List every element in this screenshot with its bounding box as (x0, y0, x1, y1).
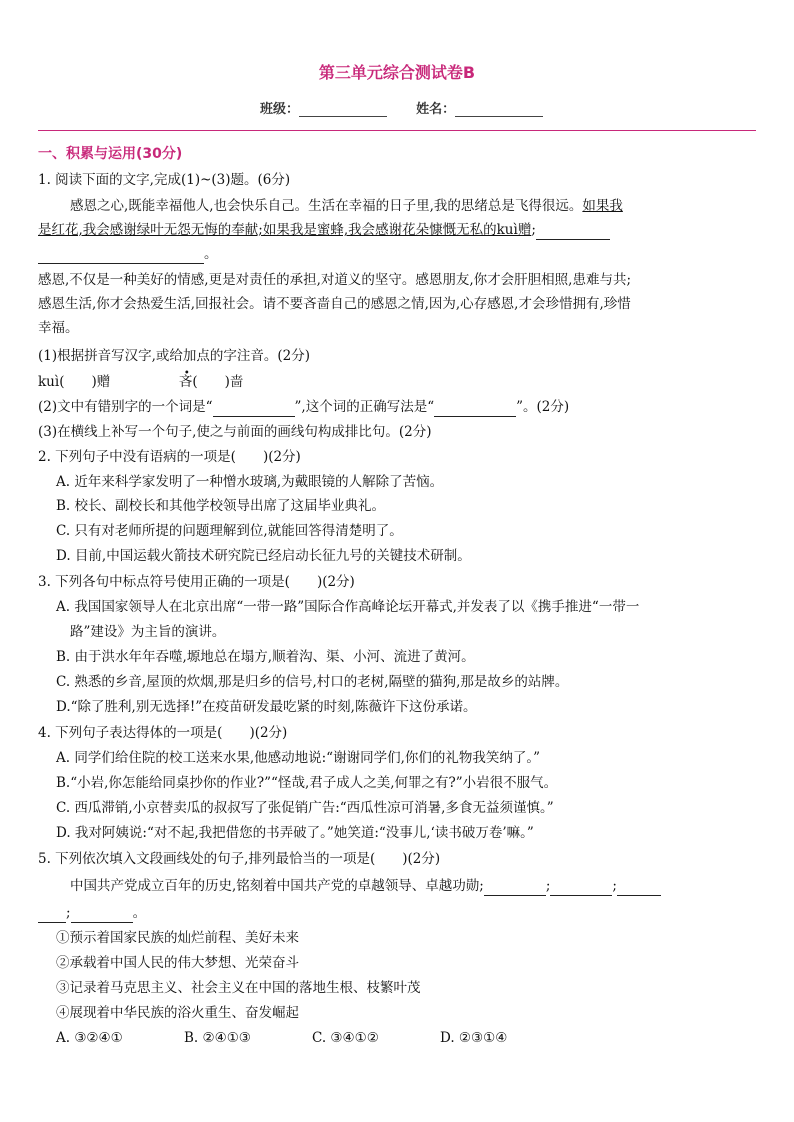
q5-punct: 。 (132, 905, 147, 921)
q5-blank-2[interactable] (550, 881, 612, 896)
q3-option-b[interactable]: B. 由于洪水年年吞噬,塬地总在塌方,顺着沟、渠、小河、流进了黄河。 (56, 649, 475, 665)
q1-sub1: (1)根据拼音写汉字,或给加点的字注音。(2分) (38, 348, 311, 364)
q5-item-1: ①预示着国家民族的灿烂前程、美好未来 (56, 930, 299, 946)
q1-passage-line6: 幸福。 (38, 320, 79, 336)
student-info (260, 98, 543, 117)
q5-choices (56, 1028, 507, 1048)
q1-sub2 (38, 397, 569, 417)
q1-punct: ; (531, 222, 536, 238)
q5-choice-a[interactable]: A. ③②④① (56, 1030, 123, 1046)
q5-item-2: ②承载着中国人民的伟大梦想、光荣奋斗 (56, 955, 299, 971)
name-label: 姓名： (416, 102, 456, 117)
header-divider (38, 130, 756, 131)
q1-passage-line5: 感恩生活,你才会热爱生活,回报社会。请不要吝啬自己的感恩之情,因为,心存感恩,才会珍惜拥有,珍惜 (38, 296, 631, 312)
q5-punct: ; (612, 878, 617, 894)
q1-sub1-item-a[interactable]: kuì( )赠 (38, 374, 111, 390)
q5-choice-d[interactable]: D. ②③①④ (440, 1030, 508, 1046)
q1-passage-line1 (70, 196, 623, 216)
q1-underlined-text: 是红花,我会感谢绿叶无怨无悔的奉献;如果我是蜜蜂,我会感谢花朵慷慨无私的kuì赠 (38, 222, 532, 238)
q2-option-b[interactable]: B. 校长、副校长和其他学校领导出席了这届毕业典礼。 (56, 498, 386, 514)
q3-option-d[interactable]: D.“除了胜利,别无选择!”在疫苗研发最吃紧的时刻,陈薇许下这份承诺。 (56, 699, 477, 715)
class-blank[interactable] (299, 104, 387, 117)
q4-option-d[interactable]: D. 我对阿姨说:“对不起,我把借您的书弄破了。”她笑道:“没事儿,‘读书破万卷’嘛。” (56, 825, 534, 841)
q1-fill-blank[interactable] (38, 249, 204, 264)
q1-sub2-blank-1[interactable] (213, 402, 295, 417)
q1-sub2-text: (2)文中有错别字的一个词是“ (38, 399, 213, 415)
q5-blank-4[interactable] (71, 908, 133, 923)
q5-passage: 中国共产党成立百年的历史,铭刻着中国共产党的卓越领导、卓越功勋; (70, 878, 484, 894)
q4-stem: 4. 下列句子表达得体的一项是( )(2分) (38, 725, 288, 741)
q5-item-4: ④展现着中华民族的浴火重生、奋发崛起 (56, 1005, 299, 1021)
q5-passage-line1 (70, 876, 661, 896)
q1-passage-text: 感恩之心,既能幸福他人,也会快乐自己。生活在幸福的日子里,我的思绪总是飞得很远。 (70, 198, 583, 214)
q5-choice-b[interactable]: B. ②④①③ (184, 1030, 251, 1046)
q1-sub1-items (38, 372, 243, 392)
q1-sub1-item-b[interactable]: ( )啬 (192, 374, 244, 390)
q1-sub3: (3)在横线上补写一个句子,使之与前面的画线句构成排比句。(2分) (38, 424, 432, 440)
q5-punct: ; (545, 878, 551, 894)
name-blank[interactable] (455, 104, 543, 117)
section-heading: 一、积累与运用(30分) (38, 146, 183, 162)
q3-option-c[interactable]: C. 熟悉的乡音,屋顶的炊烟,那是归乡的信号,村口的老树,隔壁的猫狗,那是故乡的站牌。 (56, 674, 569, 690)
page-title: 第三单元综合测试卷B (318, 63, 476, 82)
q1-passage-line2 (38, 220, 610, 240)
q1-punct: 。 (204, 246, 218, 262)
dotted-char: 吝 (178, 374, 193, 390)
class-label: 班级： (260, 102, 300, 117)
q5-passage-line2 (38, 903, 146, 923)
q2-option-d[interactable]: D. 目前,中国运载火箭技术研究院已经启动长征九号的关键技术研制。 (56, 548, 471, 564)
q1-sub2-text: ”。(2分) (516, 399, 570, 415)
q2-option-a[interactable]: A. 近年来科学家发明了一种憎水玻璃,为戴眼镜的人解除了苦恼。 (56, 474, 444, 490)
q1-sub2-text: ”,这个词的正确写法是“ (294, 399, 435, 415)
q1-passage-line3 (38, 244, 218, 264)
q1-sub2-blank-2[interactable] (434, 402, 516, 417)
q5-blank-3-cont[interactable] (38, 908, 66, 923)
q5-item-3: ③记录着马克思主义、社会主义在中国的落地生根、枝繁叶茂 (56, 980, 421, 996)
q5-choice-c[interactable]: C. ③④①② (312, 1030, 379, 1046)
q3-option-a-cont: 路”建设》为主旨的演讲。 (70, 624, 226, 640)
q3-option-a[interactable]: A. 我国国家领导人在北京出席“一带一路”国际合作高峰论坛开幕式,并发表了以《携手推进“一带一 (56, 599, 640, 615)
q5-blank-3[interactable] (617, 881, 661, 896)
q5-punct: ; (66, 905, 71, 921)
q2-option-c[interactable]: C. 只有对老师所提的问题理解到位,就能回答得清楚明了。 (56, 523, 403, 539)
q1-fill-blank[interactable] (536, 225, 610, 240)
q1-stem: 1. 阅读下面的文字,完成(1)~(3)题。(6分) (38, 172, 291, 188)
q1-passage-line4: 感恩,不仅是一种美好的情感,更是对责任的承担,对道义的坚守。感恩朋友,你才会肝胆相照,患难与共; (38, 272, 632, 288)
q4-option-b[interactable]: B.“小岩,你怎能给同桌抄你的作业?”“怪哉,君子成人之美,何罪之有?”小岩很不服气。 (56, 775, 558, 791)
q2-stem: 2. 下列句子中没有语病的一项是( )(2分) (38, 449, 301, 465)
q4-option-a[interactable]: A. 同学们给住院的校工送来水果,他感动地说:“谢谢同学们,你们的礼物我笑纳了。” (56, 750, 541, 766)
q4-option-c[interactable]: C. 西瓜滞销,小京替卖瓜的叔叔写了张促销广告:“西瓜性凉可消暑,多食无益须谨慎。” (56, 800, 554, 816)
q5-blank-1[interactable] (484, 881, 546, 896)
q5-stem: 5. 下列依次填入文段画线处的句子,排列最恰当的一项是( )(2分) (38, 851, 441, 867)
q3-stem: 3. 下列各句中标点符号使用正确的一项是( )(2分) (38, 574, 355, 590)
q1-underlined-text: 如果我 (582, 198, 623, 214)
